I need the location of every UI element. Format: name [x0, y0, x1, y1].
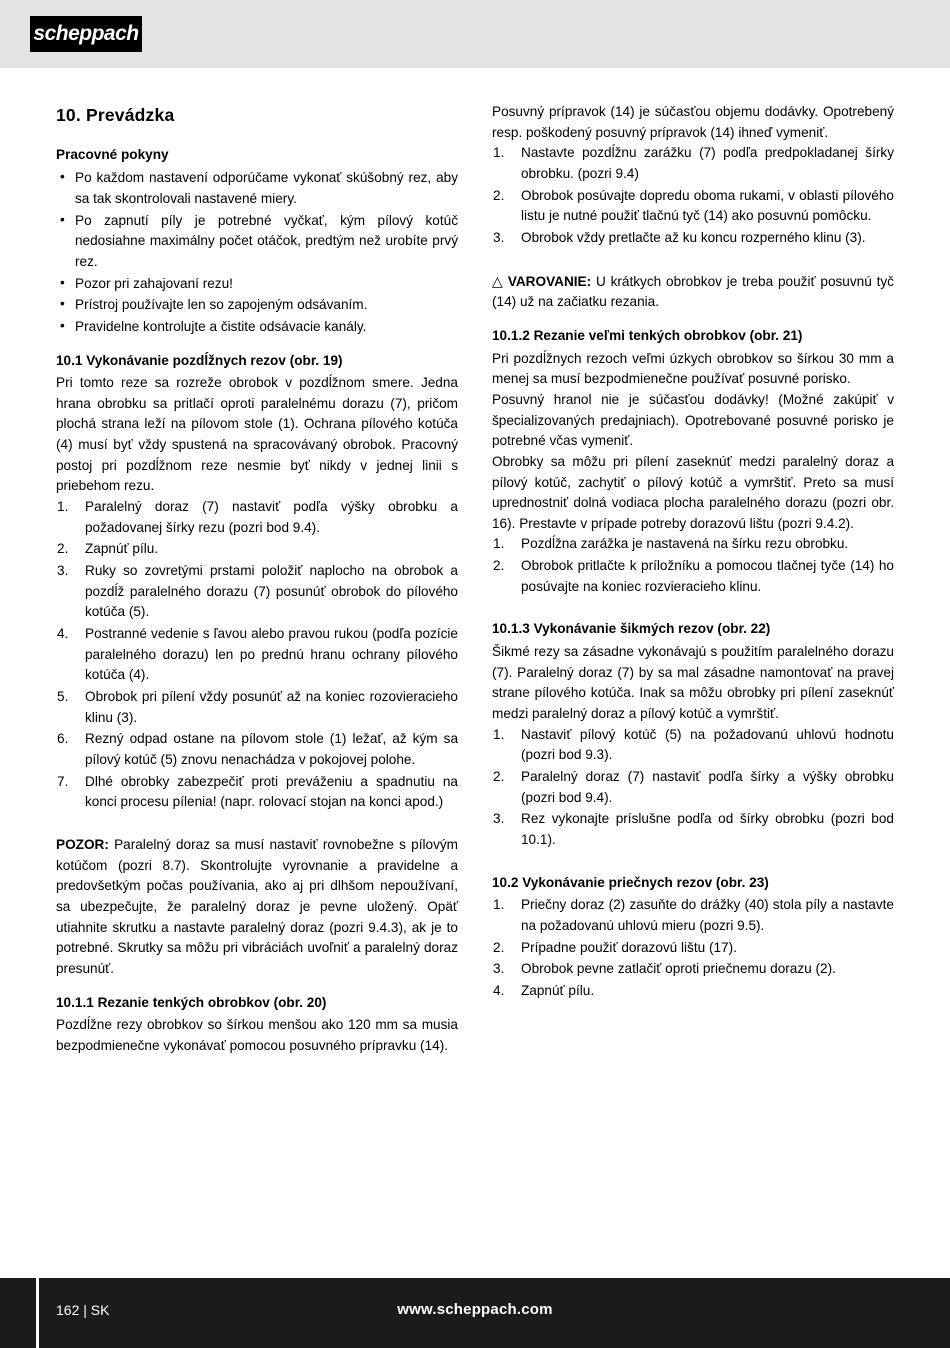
- section-10-1-1-text: Pozdĺžne rezy obrobkov so šírkou menšou ako 120 mm sa musia bezpodmienečne vykonávať pomocou posuvného prípravku (14).: [56, 1017, 458, 1053]
- section-10-1-3-text: Šikmé rezy sa zásadne vykonávajú s použitím paralelného dorazu (7). Paralelný doraz (7) by sa mal zásadne namontovať na pravej strane pílového kotúča. Inak sa môžu obrobky pri pílení zaseknúť medzi paralelný doraz a pílový kotúč a vymrštiť.: [492, 644, 894, 722]
- spacer: [492, 610, 894, 619]
- page-content: [0, 68, 950, 1278]
- list-item: • Po zapnutí píly je potrebné vyčkať, kým pílový kotúč nedosiahne maximálny počet otáčok, predtým než urobíte prvý rez.: [56, 211, 458, 273]
- list-item: Pozdĺžna zarážka je nastavená na šírku rezu obrobku.: [521, 536, 849, 552]
- section-10-1-block: [56, 351, 458, 813]
- warning-block: [492, 271, 894, 313]
- section-10-1-2-paragraph-2: Posuvný hranol nie je súčasťou dodávky! (Možné zakúpiť v špecializovaných predajniach). Opotrebované posuvné porisko je potrebné včas vymeniť.: [492, 391, 894, 449]
- list-item: Zapnúť pílu.: [521, 982, 595, 998]
- list-item: Nastavte pozdĺžnu zarážku (7) podľa predpokladanej šírky obrobku. (pozri 9.4): [521, 145, 894, 181]
- section-10-1-2-paragraph-3: Obrobky sa môžu pri pílení zaseknúť medzi paralelný doraz a pílový kotúč, zachytiť o pílový kotúč a vymrštiť. Preto sa musí uprednostniť dolná vodiaca plocha paralelného dorazu (pozri obr. 16). Prestavte v prípade potreby dorazovú lištu (pozri 9.4.2).: [492, 453, 894, 531]
- left-column: [56, 102, 458, 1278]
- section-10-1-3-heading: 10.1.3 Vykonávanie šikmých rezov (obr. 22): [492, 621, 771, 637]
- section-10-1-2-block: [492, 326, 894, 598]
- spacer: [492, 864, 894, 873]
- page-title: 10. Prevádzka: [56, 105, 175, 125]
- list-item: Obrobok vždy pretlačte až ku koncu rozperného klinu (3).: [521, 229, 866, 245]
- list-item: Rezný odpad ostane na pílovom stole (1) ležať, až kým sa pílový kotúč (5) znovu nenachádza v pokojovej polohe.: [85, 731, 458, 767]
- section-10-1-1-block: [56, 993, 458, 1057]
- right-intro-steps: [492, 143, 894, 248]
- list-item: Rez vykonajte príslušne podľa od šírky obrobku (pozri bod 10.1).: [521, 811, 894, 847]
- list-item: • Pravidelne kontrolujte a čistite odsávacie kanály.: [56, 317, 458, 338]
- warning-text: U krátkych obrobkov je treba použiť posuvnú tyč (14) už na začiatku rezania.: [492, 273, 894, 310]
- section-10-1-steps: [56, 497, 458, 813]
- right-intro-block: [492, 102, 894, 249]
- section-10-1-2-steps: [492, 534, 894, 597]
- section-10-2-block: [492, 873, 894, 1002]
- right-intro-text: Posuvný prípravok (14) je súčasťou objemu dodávky. Opotrebený resp. poškodený posuvný prípravok (14) ihneď vymeniť.: [492, 104, 894, 140]
- list-item: Obrobok pevne zatlačiť oproti priečnemu dorazu (2).: [521, 961, 836, 977]
- section-10-1-2-paragraph-1: Pri pozdĺžnych rezoch veľmi úzkych obrobkov so šírkou 30 mm a menej sa musí bezpodmienečne používať posuvné porisko.: [492, 350, 894, 387]
- section-10-1-heading: 10.1 Vykonávanie pozdĺžnych rezov (obr. 19): [56, 352, 343, 368]
- two-column-layout: [56, 102, 894, 1278]
- footer-url: www.scheppach.com: [397, 1301, 553, 1318]
- list-item: Dlhé obrobky zabezpečiť proti preváženiu a spadnutiu na konci procesu pílenia! (napr. rolovací stojan na konci apod.): [85, 773, 458, 810]
- list-item: Ruky so zovretými prstami položiť naplocho na obrobok a pozdĺž paralelného dorazu (7) posunúť obrobok do pílového kotúča (5).: [85, 563, 458, 620]
- page-footer: [0, 1278, 950, 1348]
- warning-triangle-icon: △: [492, 272, 504, 289]
- list-item: • Prístroj používajte len so zapojeným odsávaním.: [56, 295, 458, 316]
- list-item: • Po každom nastavení odporúčame vykonať skúšobný rez, aby sa tak skontrolovali nastavené miery.: [56, 168, 458, 209]
- section-10-2-steps: [492, 895, 894, 1001]
- section-10-2-heading: 10.2 Vykonávanie priečnych rezov (obr. 23): [492, 874, 769, 890]
- section-10-1-3-block: [492, 619, 894, 850]
- attention-text: Paralelný doraz sa musí nastaviť rovnobežne s pílovým kotúčom (pozri 8.7). Skontrolujte vyrovnanie a pravidelne a predovšetkým počas používania, ako aj pri dlhšom nepoužívaní, sa ubezpečujte, že paralelný doraz je pevne uložený. Opäť utiahnite skrutku a nastavte paralelný doraz (pozri 9.4.3), ak je to potrebné. Skrutky sa môžu pri vibráciách uvoľniť a paralelný doraz presunúť.: [56, 836, 458, 976]
- list-item: Paralelný doraz (7) nastaviť podľa výšky obrobku a požadovanej šírky rezu (pozri bod 9.4).: [85, 499, 458, 535]
- right-column: [492, 102, 894, 1278]
- section-10-1-1-heading: 10.1.1 Rezanie tenkých obrobkov (obr. 20): [56, 994, 327, 1010]
- list-item: Prípadne použiť dorazovú lištu (17).: [521, 939, 737, 955]
- list-item: Postranné vedenie s ľavou alebo pravou rukou (podľa pozície paralelného dorazu) len po prednú hranu ochrany pílového kotúča (4).: [85, 626, 458, 683]
- spacer: [492, 262, 894, 271]
- list-item: Priečny doraz (2) zasuňte do drážky (40) stola píly a nastavte na požadovanú uhlovú mieru (pozri 9.5).: [521, 897, 894, 933]
- section-10-1-2-heading: 10.1.2 Rezanie veľmi tenkých obrobkov (obr. 21): [492, 327, 803, 343]
- attention-block: [56, 835, 458, 980]
- spacer: [56, 826, 458, 835]
- work-instructions-list: [56, 168, 458, 337]
- page-header: [0, 0, 950, 68]
- section-10-1-3-steps: [492, 725, 894, 851]
- list-item: Zapnúť pílu.: [85, 541, 159, 557]
- section-10-1-text: Pri tomto reze sa rozreže obrobok v pozdĺžnom smere. Jedna hrana obrobku sa pritlačí oproti paralelnému dorazu (7), pričom plochá strana leží na pílovom stole (1). Ochrana pílového kotúča (4) musí byť vždy spustená na spracovávaný obrobok. Pracovný postoj pri pozdĺžnom reze nesmie byť nikdy v jednej linii s priebehom rezu.: [56, 375, 458, 494]
- list-item: Obrobok posúvajte dopredu oboma rukami, v oblasti pílového listu je nutné použiť tlačnú tyč (14) ako posuvnú pomôcku.: [521, 187, 894, 224]
- scheppach-logo: scheppach: [30, 16, 142, 52]
- list-item: Nastaviť pílový kotúč (5) na požadovanú uhlovú hodnotu (pozri bod 9.3).: [521, 726, 894, 763]
- list-item: • Pozor pri zahajovaní rezu!: [56, 274, 458, 295]
- list-item: Obrobok pri pílení vždy posunúť až na koniec rozovieracieho klinu (3).: [85, 689, 458, 725]
- attention-label: POZOR:: [56, 836, 109, 852]
- work-instructions-heading: Pracovné pokyny: [56, 146, 169, 162]
- warning-label: VAROVANIE:: [507, 273, 592, 289]
- list-item: Obrobok pritlačte k príložníku a pomocou tlačnej tyče (14) ho posúvajte na koniec rozvieracieho klinu.: [521, 558, 894, 594]
- work-instructions-block: [56, 145, 458, 338]
- list-item: Paralelný doraz (7) nastaviť podľa šírky a výšky obrobku (pozri bod 9.4).: [521, 769, 894, 805]
- page-number: 162 | SK: [56, 1302, 110, 1318]
